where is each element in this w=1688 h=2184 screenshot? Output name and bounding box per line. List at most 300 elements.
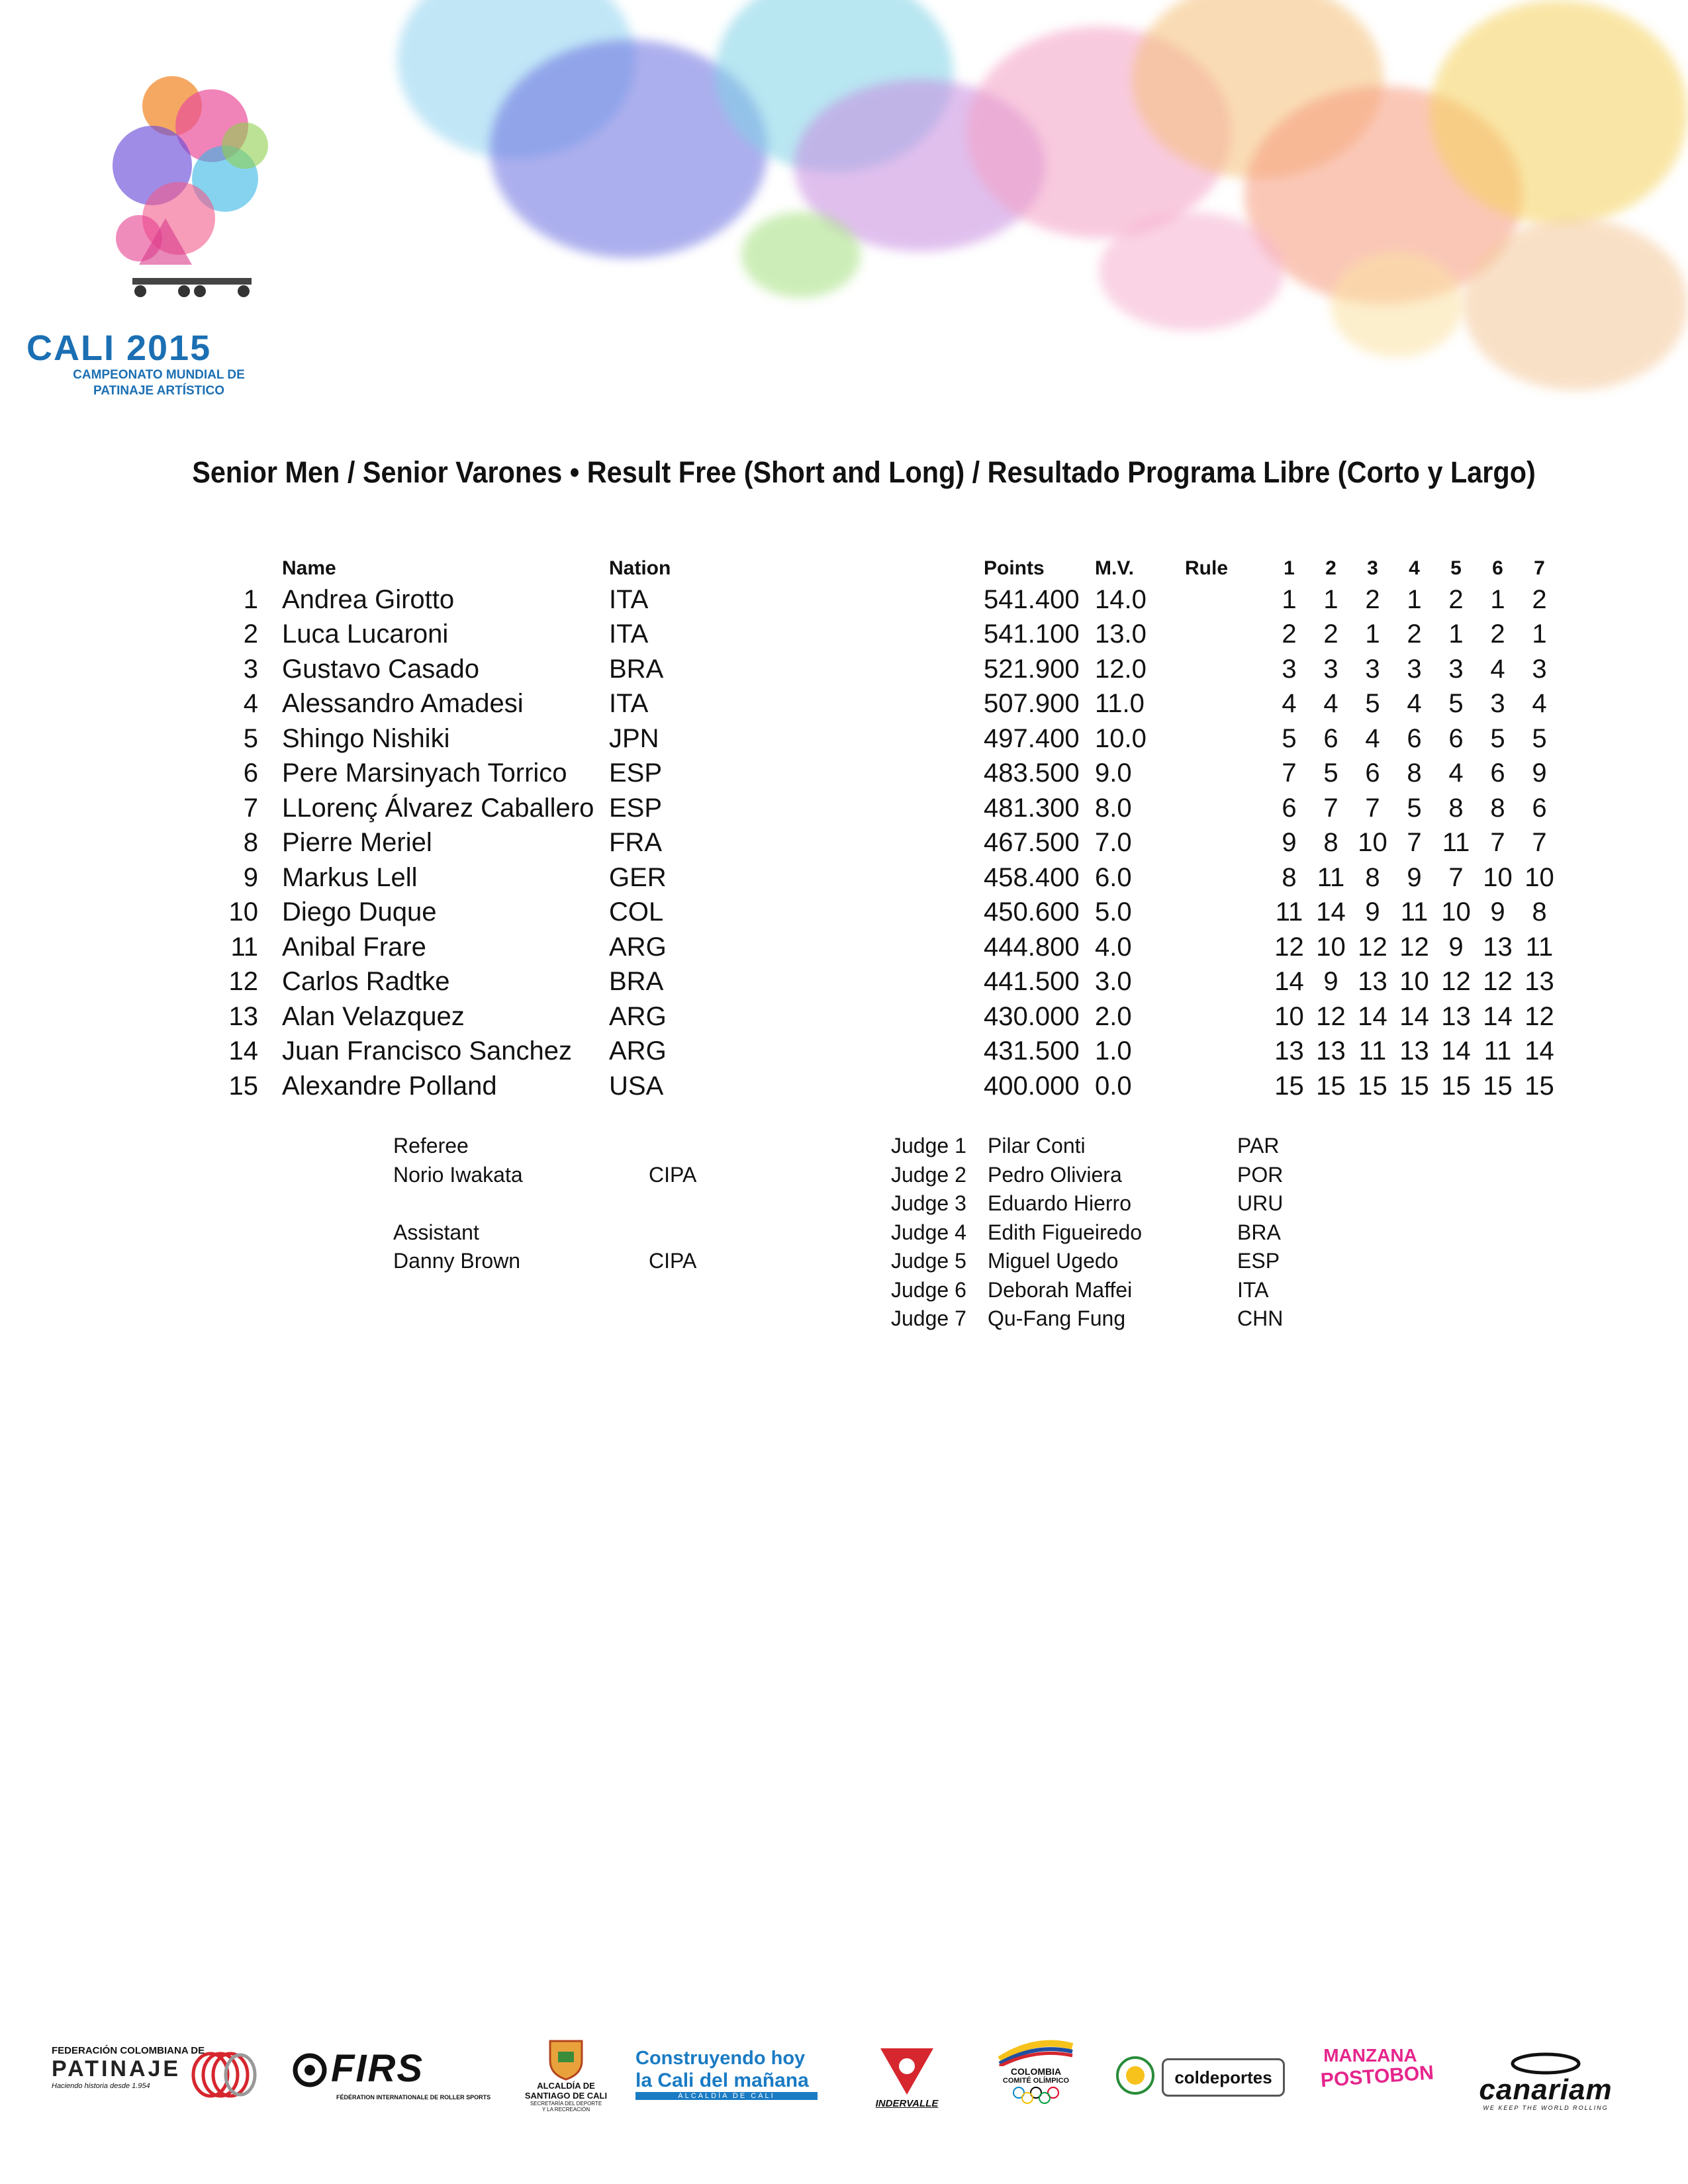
mv-cell: 9.0 — [1095, 758, 1132, 788]
judge-2-rank-cell: 9 — [1323, 967, 1338, 997]
judge-1-header: 1 — [1284, 557, 1295, 579]
nation-cell: BRA — [609, 967, 664, 997]
name-cell: Pierre Meriel — [282, 828, 432, 858]
rule-cell — [1185, 860, 1268, 895]
logo-title: CALI 2015 — [26, 328, 212, 368]
name-cell: Anibal Frare — [282, 932, 426, 962]
manzana-line-2: POSTOBON — [1319, 2062, 1435, 2092]
logo-subtitle-line-1: CAMPEONATO MUNDIAL DE — [73, 368, 245, 382]
judge-6-rank-cell: 9 — [1490, 897, 1505, 927]
judge-label: Judge 7 — [891, 1306, 966, 1330]
judge-label: Judge 2 — [891, 1162, 966, 1187]
judge-4-rank-cell: 1 — [1407, 584, 1422, 614]
judge-2-rank-cell: 8 — [1323, 828, 1338, 858]
rule-cell — [1185, 826, 1268, 861]
judge-7-rank-cell: 7 — [1532, 828, 1547, 858]
assistant-label: Assistant — [393, 1220, 479, 1244]
points-cell: 441.500 — [984, 967, 1080, 997]
rule-cell — [1185, 687, 1268, 722]
judge-5-rank-cell: 10 — [1441, 897, 1471, 927]
mv-cell: 6.0 — [1095, 862, 1132, 892]
judge-6-rank-cell: 12 — [1483, 967, 1513, 997]
judge-5-rank-cell: 7 — [1448, 862, 1464, 892]
judge-3-rank-cell: 6 — [1365, 758, 1380, 788]
judge-2-rank-cell: 15 — [1316, 1071, 1346, 1101]
judge-nation: ESP — [1237, 1249, 1280, 1273]
nation-cell: ITA — [609, 689, 649, 719]
construyendo-cali-logo — [635, 2048, 818, 2107]
firs-logo — [291, 2047, 491, 2103]
cali-line-2: la Cali del mañana — [635, 2070, 809, 2091]
judge-3-rank-cell: 7 — [1365, 793, 1380, 823]
judge-3-rank-cell: 9 — [1365, 897, 1380, 927]
judge-nation: URU — [1237, 1191, 1284, 1215]
judge-2-rank-cell: 5 — [1323, 758, 1338, 788]
points-cell: 400.000 — [984, 1071, 1080, 1101]
name-cell: Alexandre Polland — [282, 1071, 497, 1101]
judge-5-rank-cell: 5 — [1448, 689, 1464, 719]
judge-2-rank-cell: 14 — [1316, 897, 1346, 927]
judge-5-rank-cell: 8 — [1448, 793, 1464, 823]
judge-2-rank-cell: 3 — [1323, 654, 1338, 684]
nation-cell: USA — [609, 1071, 664, 1101]
judge-5-rank-cell: 12 — [1441, 967, 1471, 997]
judge-5-rank-cell: 13 — [1441, 1001, 1471, 1031]
rank-cell: 1 — [243, 584, 258, 614]
judge-1-rank-cell: 10 — [1274, 1001, 1304, 1031]
canariam-subtitle: WE KEEP THE WORLD ROLLING — [1483, 2105, 1609, 2111]
coldeportes-text: coldeportes — [1162, 2058, 1285, 2097]
rank-cell: 6 — [243, 758, 258, 788]
judge-4-rank-cell: 2 — [1407, 619, 1422, 649]
judge-6-rank-cell: 4 — [1490, 654, 1505, 684]
fcp-logo — [52, 2045, 257, 2118]
judge-4-rank-cell: 15 — [1399, 1071, 1429, 1101]
rule-cell — [1185, 1034, 1268, 1069]
judge-1-rank-cell: 14 — [1274, 967, 1304, 997]
indervalle-logo — [867, 2045, 947, 2124]
points-cell: 541.100 — [984, 619, 1080, 649]
judge-4-rank-cell: 6 — [1407, 723, 1422, 753]
name-cell: Shingo Nishiki — [282, 723, 450, 753]
judges-panel — [891, 1132, 1315, 1343]
judge-2-rank-cell: 12 — [1316, 1001, 1346, 1031]
alcaldia-santiago-de-cali-logo — [516, 2038, 616, 2124]
table-row — [192, 721, 1560, 756]
table-row — [192, 826, 1560, 861]
judge-2-rank-cell: 2 — [1323, 619, 1338, 649]
judge-3-rank-cell: 12 — [1358, 932, 1387, 962]
table-row — [192, 582, 1560, 617]
judge-6-rank-cell: 5 — [1490, 723, 1505, 753]
points-cell: 444.800 — [984, 932, 1080, 962]
judge-7-rank-cell: 8 — [1532, 897, 1547, 927]
fcp-line-2: PATINAJE — [52, 2056, 181, 2081]
referee-org: CIPA — [649, 1162, 697, 1187]
judge-3-rank-cell: 3 — [1365, 654, 1380, 684]
points-header: Points — [984, 557, 1045, 579]
rank-header — [192, 555, 282, 582]
name-cell: Juan Francisco Sanchez — [282, 1036, 573, 1066]
name-cell: Luca Lucaroni — [282, 619, 449, 649]
judge-1-rank-cell: 11 — [1275, 897, 1303, 927]
rank-cell: 12 — [228, 967, 258, 997]
table-row — [192, 791, 1560, 826]
fcp-line-3: Haciendo historia desde 1.954 — [52, 2082, 150, 2090]
canariam-swoosh-icon — [1509, 2052, 1582, 2075]
judge-6-rank-cell: 7 — [1490, 828, 1505, 858]
referee-label: Referee — [393, 1134, 469, 1158]
canariam-text: canariam — [1479, 2073, 1613, 2106]
mv-cell: 5.0 — [1095, 897, 1132, 927]
colombia-flag-icon — [996, 2040, 1076, 2066]
table-row — [192, 687, 1560, 722]
judge-7-rank-cell: 14 — [1524, 1036, 1554, 1066]
judge-1-rank-cell: 1 — [1282, 584, 1297, 614]
judge-1-rank-cell: 6 — [1282, 793, 1297, 823]
nation-cell: ESP — [609, 758, 663, 788]
table-row — [192, 1034, 1560, 1069]
judge-3-rank-cell: 1 — [1365, 619, 1380, 649]
judge-5-rank-cell: 2 — [1448, 584, 1464, 614]
judge-6-rank-cell: 3 — [1490, 689, 1505, 719]
alcaldia-line-2: SANTIAGO DE CALI — [524, 2091, 608, 2101]
judge-1-rank-cell: 2 — [1282, 619, 1297, 649]
alcaldia-line-1: ALCALDÍA DE — [537, 2081, 595, 2091]
judge-nation: POR — [1237, 1162, 1284, 1187]
judge-3-rank-cell: 5 — [1365, 689, 1380, 719]
table-row — [192, 930, 1560, 965]
judge-4-rank-cell: 8 — [1407, 758, 1422, 788]
rank-cell: 7 — [243, 793, 258, 823]
judge-3-rank-cell: 8 — [1365, 862, 1380, 892]
judge-5-rank-cell: 9 — [1448, 932, 1464, 962]
skaters-logo-art — [93, 66, 291, 304]
judge-nation: CHN — [1237, 1306, 1284, 1330]
olympic-rings-icon — [1009, 2086, 1062, 2106]
name-cell: Diego Duque — [282, 897, 437, 927]
judge-2-rank-cell: 11 — [1317, 862, 1345, 892]
judge-3-rank-cell: 4 — [1365, 723, 1380, 753]
judge-7-rank-cell: 4 — [1532, 689, 1547, 719]
judge-6-rank-cell: 13 — [1483, 932, 1513, 962]
table-row — [192, 860, 1560, 895]
judge-2-rank-cell: 1 — [1323, 584, 1338, 614]
points-cell: 497.400 — [984, 723, 1080, 753]
points-cell: 481.300 — [984, 793, 1080, 823]
paint-splash-decoration — [371, 0, 1688, 450]
table-row — [192, 756, 1560, 792]
judge-7-rank-cell: 9 — [1532, 758, 1547, 788]
name-cell: Alan Velazquez — [282, 1001, 465, 1031]
nation-cell: FRA — [609, 828, 662, 858]
nation-cell: JPN — [609, 723, 659, 753]
judge-7-rank-cell: 1 — [1532, 619, 1547, 649]
mv-cell: 4.0 — [1095, 932, 1132, 962]
referee-panel — [393, 1132, 737, 1291]
coat-of-arms-icon — [546, 2038, 586, 2081]
nation-cell: ESP — [609, 793, 663, 823]
nation-cell: ARG — [609, 932, 667, 962]
manzana-postobon-logo — [1319, 2045, 1435, 2111]
judge-3-rank-cell: 14 — [1358, 1001, 1387, 1031]
judge-3-rank-cell: 13 — [1358, 967, 1387, 997]
mv-cell: 1.0 — [1095, 1036, 1132, 1066]
results-body — [192, 582, 1560, 1104]
firs-wheel-icon — [291, 2052, 328, 2089]
points-cell: 521.900 — [984, 654, 1080, 684]
judge-label: Judge 3 — [891, 1191, 966, 1215]
sponsor-footer — [0, 2019, 1688, 2138]
judge-6-rank-cell: 15 — [1483, 1071, 1513, 1101]
nation-cell: GER — [609, 862, 667, 892]
points-cell: 467.500 — [984, 828, 1080, 858]
judge-2-rank-cell: 7 — [1323, 793, 1338, 823]
judge-1-rank-cell: 9 — [1282, 828, 1297, 858]
judge-name: Qu-Fang Fung — [988, 1306, 1126, 1330]
judge-7-rank-cell: 2 — [1532, 584, 1547, 614]
colombia-shield-icon — [1115, 2056, 1155, 2095]
judge-6-rank-cell: 14 — [1483, 1001, 1513, 1031]
nation-cell: ITA — [609, 619, 649, 649]
judge-name: Eduardo Hierro — [988, 1191, 1131, 1215]
results-table — [192, 555, 1560, 1104]
judge-1-rank-cell: 8 — [1282, 862, 1297, 892]
firs-subtitle: FÉDÉRATION INTERNATIONALE DE ROLLER SPORTS — [336, 2094, 491, 2101]
judge-name: Edith Figueiredo — [988, 1220, 1143, 1244]
comite-olimpico-logo — [986, 2040, 1086, 2126]
judge-7-rank-cell: 6 — [1532, 793, 1547, 823]
judge-nation: BRA — [1237, 1220, 1281, 1244]
judge-5-rank-cell: 6 — [1448, 723, 1464, 753]
rank-cell: 14 — [228, 1036, 258, 1066]
logo-subtitle-line-2: PATINAJE ARTÍSTICO — [93, 384, 225, 398]
rule-cell — [1185, 930, 1268, 965]
judge-3-rank-cell: 15 — [1358, 1071, 1387, 1101]
judge-nation: PAR — [1237, 1134, 1280, 1158]
judge-2-rank-cell: 13 — [1316, 1036, 1346, 1066]
rank-cell: 2 — [243, 619, 258, 649]
cali-line-1: Construyendo hoy — [635, 2048, 806, 2069]
judge-7-header: 7 — [1534, 557, 1545, 579]
table-row — [192, 1069, 1560, 1104]
canariam-logo — [1450, 2052, 1642, 2111]
judge-name: Pedro Oliviera — [988, 1162, 1122, 1187]
nation-cell: ITA — [609, 584, 649, 614]
nation-cell: BRA — [609, 654, 664, 684]
judge-4-header: 4 — [1409, 557, 1420, 579]
rank-cell: 10 — [228, 897, 258, 927]
judge-4-rank-cell: 10 — [1399, 967, 1429, 997]
nation-cell: COL — [609, 897, 664, 927]
firs-text: FIRS — [331, 2047, 424, 2090]
judge-4-rank-cell: 14 — [1399, 1001, 1429, 1031]
judge-2-rank-cell: 6 — [1323, 723, 1338, 753]
page-title: Senior Men / Senior Varones • Result Free (Short and Long) / Resultado Programa Libre (Corto y Largo) — [192, 455, 1536, 489]
judge-5-rank-cell: 3 — [1448, 654, 1464, 684]
mv-cell: 11.0 — [1095, 689, 1145, 719]
cali-line-3: ALCALDÍA DE CALI — [635, 2092, 818, 2100]
judge-4-rank-cell: 9 — [1407, 862, 1422, 892]
rule-cell — [1185, 721, 1268, 756]
judge-6-rank-cell: 1 — [1490, 584, 1505, 614]
judge-label: Judge 5 — [891, 1249, 966, 1273]
referee-name: Norio Iwakata — [393, 1162, 523, 1187]
judge-5-rank-cell: 15 — [1441, 1071, 1471, 1101]
mv-cell: 14.0 — [1095, 584, 1147, 614]
rank-cell: 3 — [243, 654, 258, 684]
points-cell: 431.500 — [984, 1036, 1080, 1066]
rule-cell — [1185, 652, 1268, 687]
judge-1-rank-cell: 13 — [1274, 1036, 1304, 1066]
judge-7-rank-cell: 15 — [1524, 1071, 1554, 1101]
mv-cell: 7.0 — [1095, 828, 1132, 858]
mv-cell: 3.0 — [1095, 967, 1132, 997]
nation-cell: ARG — [609, 1001, 667, 1031]
rank-cell: 9 — [243, 862, 258, 892]
judge-2-rank-cell: 4 — [1323, 689, 1338, 719]
fcp-line-1: FEDERACIÓN COLOMBIANA DE — [52, 2045, 205, 2056]
mv-cell: 8.0 — [1095, 793, 1132, 823]
judge-name: Pilar Conti — [988, 1134, 1086, 1158]
judge-2-rank-cell: 10 — [1316, 932, 1346, 962]
mv-cell: 2.0 — [1095, 1001, 1132, 1031]
manzana-line-1: MANZANA — [1323, 2045, 1417, 2066]
points-cell: 450.600 — [984, 897, 1080, 927]
judge-1-rank-cell: 5 — [1282, 723, 1297, 753]
judge-1-rank-cell: 4 — [1282, 689, 1297, 719]
mv-cell: 13.0 — [1095, 619, 1147, 649]
judge-5-rank-cell: 1 — [1448, 619, 1464, 649]
judge-3-rank-cell: 10 — [1358, 828, 1387, 858]
assistant-org: CIPA — [649, 1249, 697, 1273]
name-cell: Carlos Radtke — [282, 967, 450, 997]
alcaldia-line-4: Y LA RECREACIÓN — [541, 2107, 590, 2113]
judge-3-header: 3 — [1367, 557, 1378, 579]
judge-5-header: 5 — [1450, 557, 1462, 579]
alcaldia-line-3: SECRETARÍA DEL DEPORTE — [530, 2101, 602, 2107]
judge-6-rank-cell: 8 — [1490, 793, 1505, 823]
judge-6-rank-cell: 6 — [1490, 758, 1505, 788]
name-cell: Markus Lell — [282, 862, 418, 892]
judge-name: Miguel Ugedo — [988, 1249, 1119, 1273]
rule-cell — [1185, 756, 1268, 792]
rule-cell — [1185, 965, 1268, 1000]
rule-cell — [1185, 617, 1268, 653]
table-row — [192, 999, 1560, 1034]
name-header: Name — [282, 557, 336, 579]
judge-5-rank-cell: 11 — [1442, 828, 1470, 858]
rank-cell: 13 — [228, 1001, 258, 1031]
table-row — [192, 617, 1560, 653]
points-cell: 483.500 — [984, 758, 1080, 788]
rule-cell — [1185, 1069, 1268, 1104]
rule-cell — [1185, 999, 1268, 1034]
name-cell: LLorenç Álvarez Caballero — [282, 793, 594, 823]
judge-4-rank-cell: 13 — [1399, 1036, 1429, 1066]
judge-6-rank-cell: 11 — [1483, 1036, 1512, 1066]
points-cell: 458.400 — [984, 862, 1080, 892]
judge-7-rank-cell: 5 — [1532, 723, 1547, 753]
wheels-icon — [184, 2052, 257, 2098]
judge-4-rank-cell: 5 — [1407, 793, 1422, 823]
rank-cell: 11 — [230, 932, 258, 962]
judge-3-rank-cell: 2 — [1365, 584, 1380, 614]
table-row — [192, 652, 1560, 687]
table-row — [192, 965, 1560, 1000]
points-cell: 430.000 — [984, 1001, 1080, 1031]
indervalle-text: INDERVALLE — [875, 2098, 939, 2109]
judge-4-rank-cell: 11 — [1400, 897, 1429, 927]
judge-4-rank-cell: 4 — [1407, 689, 1422, 719]
points-cell: 507.900 — [984, 689, 1080, 719]
rank-cell: 15 — [228, 1071, 258, 1101]
judge-3-rank-cell: 11 — [1358, 1036, 1387, 1066]
nation-header: Nation — [609, 557, 671, 579]
logo-subtitle — [26, 367, 291, 399]
mv-cell: 12.0 — [1095, 654, 1147, 684]
judge-5-rank-cell: 4 — [1448, 758, 1464, 788]
judge-6-rank-cell: 10 — [1483, 862, 1513, 892]
table-header-row — [192, 555, 1560, 582]
rule-cell — [1185, 791, 1268, 826]
name-cell: Gustavo Casado — [282, 654, 479, 684]
judge-6-header: 6 — [1492, 557, 1503, 579]
judge-7-rank-cell: 10 — [1524, 862, 1554, 892]
judge-name: Deborah Maffei — [988, 1277, 1133, 1302]
judge-nation: ITA — [1237, 1277, 1269, 1302]
rule-header: Rule — [1185, 557, 1229, 579]
coldeportes-logo — [1115, 2056, 1288, 2102]
judge-5-rank-cell: 14 — [1441, 1036, 1471, 1066]
coc-line-1: COLOMBIA — [1010, 2066, 1062, 2077]
nation-cell: ARG — [609, 1036, 667, 1066]
judge-1-rank-cell: 3 — [1282, 654, 1297, 684]
judge-label: Judge 1 — [891, 1134, 966, 1158]
coc-line-2: COMITÉ OLÍMPICO — [1002, 2077, 1070, 2085]
judge-7-rank-cell: 12 — [1524, 1001, 1554, 1031]
judge-label: Judge 4 — [891, 1220, 966, 1244]
name-cell: Pere Marsinyach Torrico — [282, 758, 567, 788]
judge-4-rank-cell: 3 — [1407, 654, 1422, 684]
judge-7-rank-cell: 11 — [1525, 932, 1554, 962]
name-cell: Andrea Girotto — [282, 584, 455, 614]
rank-cell: 8 — [243, 828, 258, 858]
judge-1-rank-cell: 12 — [1274, 932, 1304, 962]
rank-cell: 5 — [243, 723, 258, 753]
judge-7-rank-cell: 3 — [1532, 654, 1547, 684]
rule-cell — [1185, 582, 1268, 617]
judge-4-rank-cell: 7 — [1407, 828, 1422, 858]
judge-6-rank-cell: 2 — [1490, 619, 1505, 649]
mv-cell: 0.0 — [1095, 1071, 1132, 1101]
mv-header: M.V. — [1095, 557, 1134, 579]
judge-1-rank-cell: 15 — [1274, 1071, 1304, 1101]
judge-7-rank-cell: 13 — [1524, 967, 1554, 997]
points-cell: 541.400 — [984, 584, 1080, 614]
table-row — [192, 895, 1560, 931]
rank-cell: 4 — [243, 689, 258, 719]
rule-cell — [1185, 895, 1268, 931]
judge-label: Judge 6 — [891, 1277, 966, 1302]
name-cell: Alessandro Amadesi — [282, 689, 524, 719]
judge-4-rank-cell: 12 — [1399, 932, 1429, 962]
assistant-name: Danny Brown — [393, 1249, 521, 1273]
judge-1-rank-cell: 7 — [1282, 758, 1297, 788]
mv-cell: 10.0 — [1095, 723, 1147, 753]
indervalle-triangle-icon — [877, 2045, 937, 2098]
judge-2-header: 2 — [1325, 557, 1336, 579]
